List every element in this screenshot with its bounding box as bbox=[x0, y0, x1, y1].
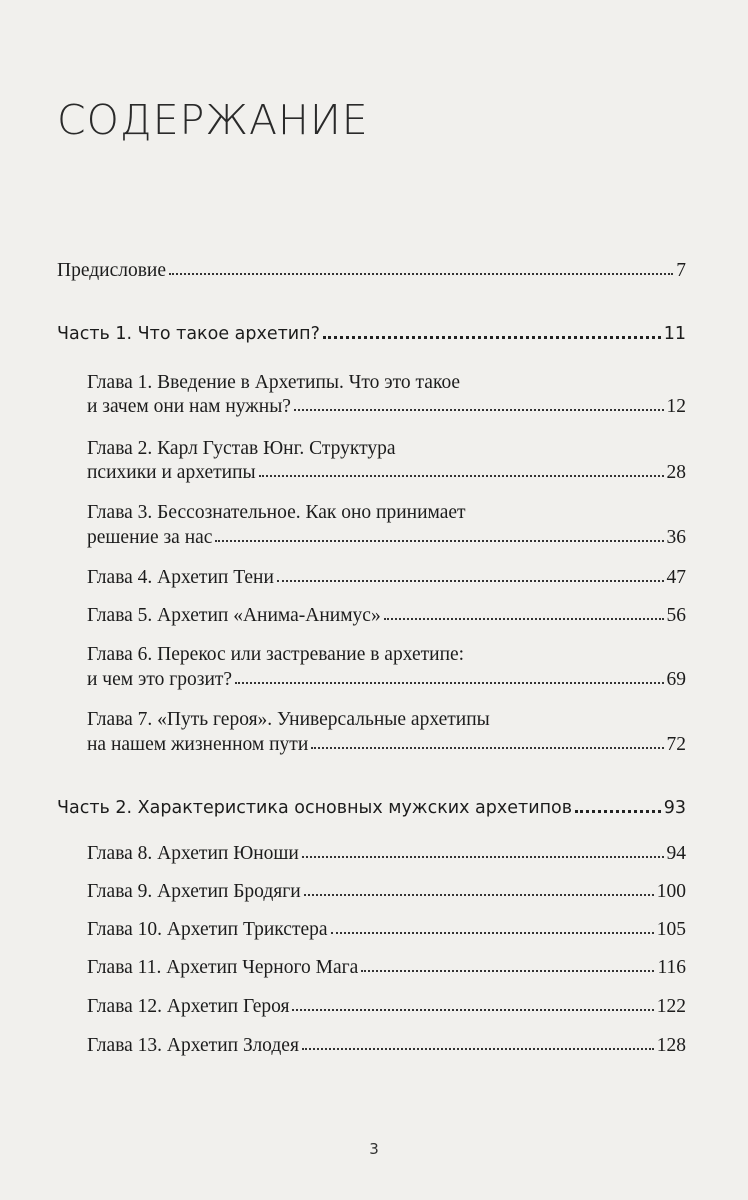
toc-entry-label: Предисловие bbox=[57, 260, 167, 281]
dot-leader bbox=[311, 747, 663, 749]
toc-entry-label: Глава 12. Архетип Героя bbox=[87, 996, 290, 1017]
toc-entry-label: и зачем они нам нужны? bbox=[87, 396, 291, 417]
dot-leader bbox=[294, 409, 664, 411]
dot-leader bbox=[384, 618, 664, 620]
dot-leader bbox=[323, 336, 661, 339]
toc-chapter-12[interactable] bbox=[87, 996, 686, 1017]
toc-chapter-line: Глава 7. «Путь героя». Универсальные архетипы bbox=[87, 709, 490, 730]
dot-leader bbox=[235, 682, 663, 684]
dot-leader bbox=[331, 932, 654, 934]
dot-leader bbox=[169, 273, 673, 275]
toc-page-number: 47 bbox=[666, 567, 686, 588]
toc-page-number: 100 bbox=[656, 881, 686, 902]
toc-entry-label: Глава 13. Архетип Злодея bbox=[87, 1035, 299, 1056]
toc-entry-label: Глава 4. Архетип Тени bbox=[87, 567, 274, 588]
toc-page-number: 11 bbox=[663, 324, 686, 344]
toc-chapter-1[interactable] bbox=[87, 396, 686, 417]
dot-leader bbox=[575, 810, 661, 813]
toc-chapter-line: Глава 3. Бессознательное. Как оно принимает bbox=[87, 502, 466, 523]
toc-chapter-11[interactable] bbox=[87, 957, 686, 978]
dot-leader bbox=[304, 894, 654, 896]
page-title: СОДЕРЖАНИЕ bbox=[57, 96, 369, 144]
toc-entry-label: Глава 8. Архетип Юноши bbox=[87, 843, 299, 864]
toc-page-number: 28 bbox=[666, 462, 686, 483]
toc-page-number: 72 bbox=[666, 734, 686, 755]
toc-part-label: Часть 1. Что такое архетип? bbox=[57, 324, 320, 344]
dot-leader bbox=[292, 1009, 653, 1011]
dot-leader bbox=[302, 1048, 654, 1050]
toc-chapter-13[interactable] bbox=[87, 1035, 686, 1056]
toc-entry-preface[interactable] bbox=[57, 260, 686, 281]
toc-page-number: 12 bbox=[666, 396, 686, 417]
toc-page-number: 122 bbox=[656, 996, 686, 1017]
toc-part-label: Часть 2. Характеристика основных мужских архетипов bbox=[57, 798, 573, 818]
toc-part-2[interactable] bbox=[57, 799, 686, 818]
dot-leader bbox=[259, 475, 664, 477]
dot-leader bbox=[361, 970, 654, 972]
toc-entry-label: на нашем жизненном пути bbox=[87, 734, 309, 755]
toc-chapter-10[interactable] bbox=[87, 919, 686, 940]
dot-leader bbox=[277, 580, 664, 582]
toc-chapter-8[interactable] bbox=[87, 843, 686, 864]
toc-page-number: 7 bbox=[676, 260, 686, 281]
toc-chapter-line: Глава 6. Перекос или застревание в архетипе: bbox=[87, 644, 465, 665]
dot-leader bbox=[302, 856, 664, 858]
page-number: 3 bbox=[369, 1140, 379, 1158]
toc-chapter-7[interactable] bbox=[87, 734, 686, 755]
toc-chapter-2[interactable] bbox=[87, 462, 686, 483]
toc-chapter-5[interactable] bbox=[87, 605, 686, 626]
toc-page-number: 56 bbox=[666, 605, 686, 626]
toc-entry-label: и чем это грозит? bbox=[87, 669, 233, 690]
toc-page-number: 36 bbox=[666, 527, 686, 548]
toc-chapter-3[interactable] bbox=[87, 527, 686, 548]
toc-chapter-6[interactable] bbox=[87, 669, 686, 690]
toc-chapter-line: Глава 1. Введение в Архетипы. Что это такое bbox=[87, 372, 461, 393]
toc-entry-label: Глава 11. Архетип Черного Мага bbox=[87, 957, 359, 978]
toc-chapter-line: Глава 2. Карл Густав Юнг. Структура bbox=[87, 438, 396, 459]
toc-entry-label: Глава 10. Архетип Трикстера bbox=[87, 919, 328, 940]
toc-page-number: 116 bbox=[657, 957, 686, 978]
toc-page-number: 105 bbox=[656, 919, 686, 940]
toc-page-number: 93 bbox=[663, 798, 686, 818]
toc-chapter-4[interactable] bbox=[87, 567, 686, 588]
toc-page-number: 128 bbox=[656, 1035, 686, 1056]
toc-page-number: 94 bbox=[666, 843, 686, 864]
toc-entry-label: психики и архетипы bbox=[87, 462, 256, 483]
toc-part-1[interactable] bbox=[57, 325, 686, 344]
dot-leader bbox=[215, 540, 663, 542]
toc-entry-label: Глава 9. Архетип Бродяги bbox=[87, 881, 301, 902]
toc-entry-label: Глава 5. Архетип «Анима-Анимус» bbox=[87, 605, 381, 626]
toc-entry-label: решение за нас bbox=[87, 527, 213, 548]
toc-page-number: 69 bbox=[666, 669, 686, 690]
toc-chapter-9[interactable] bbox=[87, 881, 686, 902]
